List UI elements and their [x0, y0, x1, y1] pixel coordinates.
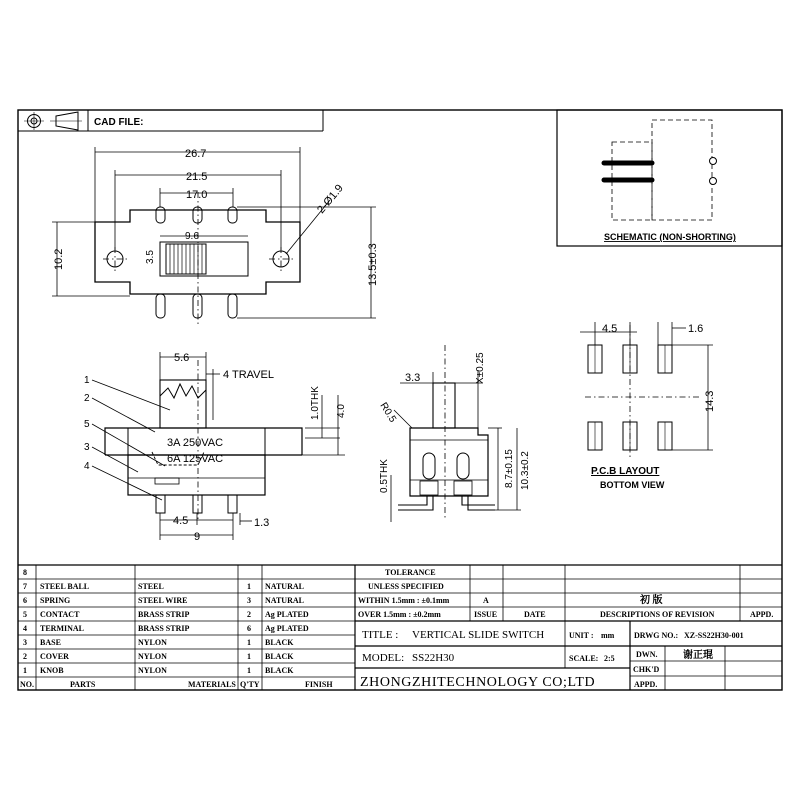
table-row — [23, 610, 309, 619]
dim-pin-to-pin: 13.5±0.3 — [367, 243, 379, 286]
dim-height-2: 10.3±0.2 — [520, 451, 531, 490]
revision-letter: A — [483, 596, 489, 605]
svg-text:NYLON: NYLON — [138, 666, 167, 675]
svg-text:MATERIALS: MATERIALS — [188, 680, 236, 689]
dim-pin-thk: 0.5THK — [379, 459, 390, 493]
side-body — [410, 428, 488, 496]
schematic-box — [557, 110, 782, 246]
bom-header-row — [20, 680, 333, 689]
pcb-dim-pitch: 4.5 — [602, 323, 618, 335]
svg-text:STEEL BALL: STEEL BALL — [40, 582, 90, 591]
svg-text:1: 1 — [247, 652, 251, 661]
unit-label: UNIT : — [569, 631, 594, 640]
dim-pin-span-front: 9 — [194, 531, 201, 543]
svg-text:NATURAL: NATURAL — [265, 596, 304, 605]
pcb-layout — [580, 322, 716, 490]
projection-symbol-icon — [24, 112, 82, 130]
dim-pin-gap: 4.5 — [173, 515, 189, 527]
header — [18, 110, 323, 131]
svg-text:8: 8 — [23, 568, 27, 577]
title-block — [355, 565, 782, 690]
tolerance-within: WITHIN 1.5mm : ±0.1mm — [358, 596, 450, 605]
title-label: TITLE : — [362, 629, 399, 641]
dim-knob-offset: 3.3 — [405, 372, 421, 384]
company-name: ZHONGZHITECHNOLOGY CO;LTD — [360, 675, 596, 690]
svg-text:KNOB: KNOB — [40, 666, 64, 675]
svg-text:1: 1 — [247, 582, 251, 591]
bom-rows — [20, 568, 333, 689]
pcb-title: P.C.B LAYOUT — [591, 466, 660, 477]
terminal-dot-2 — [710, 178, 717, 185]
svg-text:2: 2 — [247, 610, 251, 619]
tolerance-label: TOLERANCE — [385, 568, 436, 577]
svg-text:1: 1 — [247, 638, 251, 647]
revision-description: 初 版 — [640, 595, 663, 606]
dim-travel: 4 TRAVEL — [223, 369, 274, 381]
table-row — [23, 624, 309, 633]
tolerance-over: OVER 1.5mm : ±0.2mm — [358, 610, 441, 619]
scale-label: SCALE: — [569, 654, 599, 663]
svg-text:NYLON: NYLON — [138, 652, 167, 661]
appd-label: APPD. — [634, 680, 658, 689]
switch-frame-right — [652, 120, 712, 220]
svg-text:PARTS: PARTS — [70, 680, 96, 689]
schematic-caption: SCHEMATIC (NON-SHORTING) — [604, 232, 736, 242]
balloon-2: 2 — [84, 393, 90, 404]
svg-text:Q'TY: Q'TY — [240, 680, 260, 689]
svg-text:2: 2 — [23, 652, 27, 661]
dim-knob-height: 3.5 — [145, 250, 156, 264]
dim-cover-thk: 1.0THK — [310, 386, 321, 420]
svg-text:CONTACT: CONTACT — [40, 610, 80, 619]
svg-text:STEEL WIRE: STEEL WIRE — [138, 596, 188, 605]
dim-pin-span: 17.0 — [186, 189, 208, 201]
dim-hole-dia: 2-Ø1.9 — [315, 182, 346, 216]
issue-header: ISSUE — [474, 610, 498, 619]
svg-text:BLACK: BLACK — [265, 652, 294, 661]
balloon-4: 4 — [84, 461, 90, 472]
svg-text:TERMINAL: TERMINAL — [40, 624, 85, 633]
svg-text:1: 1 — [247, 666, 251, 675]
table-row — [23, 638, 294, 647]
balloon-1: 1 — [84, 375, 90, 386]
svg-text:BLACK: BLACK — [265, 666, 294, 675]
svg-text:STEEL: STEEL — [138, 582, 164, 591]
descriptions-header: DESCRIPTIONS OF REVISION — [600, 610, 715, 619]
knob-slot — [160, 242, 248, 276]
side-knob — [433, 383, 455, 428]
front-view — [84, 352, 347, 543]
dim-radius: R0.5 — [377, 400, 398, 425]
dim-knob-slot: 9.6 — [185, 231, 199, 242]
svg-text:1: 1 — [23, 666, 27, 675]
svg-text:NATURAL: NATURAL — [265, 582, 304, 591]
date-header: DATE — [524, 610, 546, 619]
svg-text:6: 6 — [23, 596, 27, 605]
top-view — [52, 147, 379, 324]
svg-text:BASE: BASE — [40, 638, 61, 647]
chkd-label: CHK'D — [633, 665, 660, 674]
terminal-dot-1 — [710, 158, 717, 165]
table-row — [23, 568, 27, 577]
dim-body-height: 10.2 — [53, 248, 65, 270]
dwn-value: 谢正琨 — [683, 650, 713, 661]
svg-text:7: 7 — [23, 582, 27, 591]
balloon-3: 3 — [84, 442, 90, 453]
svg-text:6: 6 — [247, 624, 251, 633]
rating-2: 6A 125VAC — [167, 453, 224, 465]
svg-text:FINISH: FINISH — [305, 680, 333, 689]
model-value: SS22H30 — [412, 652, 455, 664]
model-label: MODEL: — [362, 652, 405, 664]
dim-knob-width: 5.6 — [174, 352, 190, 364]
pcb-subtitle: BOTTOM VIEW — [600, 480, 665, 490]
svg-text:COVER: COVER — [40, 652, 69, 661]
drwg-label: DRWG NO.: — [634, 631, 679, 640]
table-row — [23, 652, 294, 661]
rating-1: 3A 250VAC — [167, 437, 224, 449]
front-knob — [160, 380, 206, 428]
dim-knob-height-side: X±0.25 — [475, 352, 486, 384]
svg-text:4: 4 — [23, 624, 27, 633]
svg-text:3: 3 — [247, 596, 251, 605]
cad-file-label: CAD FILE: — [94, 117, 144, 128]
dim-cover-height: 4.0 — [336, 404, 347, 418]
dim-pin-width: 1.3 — [254, 517, 270, 529]
scale-value: 2:5 — [604, 654, 615, 663]
knob-break-line — [160, 384, 206, 398]
dim-height-1: 8.7±0.15 — [504, 449, 515, 488]
unless-label: UNLESS SPECIFIED — [368, 582, 444, 591]
side-view — [377, 345, 531, 522]
svg-text:BRASS STRIP: BRASS STRIP — [138, 610, 190, 619]
drwg-value: XZ-SS22H30-001 — [684, 631, 744, 640]
pcb-dim-row-distance: 14.3 — [704, 390, 716, 412]
dwn-label: DWN. — [636, 650, 658, 659]
dim-overall-width: 26.7 — [185, 148, 207, 160]
svg-text:BRASS STRIP: BRASS STRIP — [138, 624, 190, 633]
svg-text:NO.: NO. — [20, 680, 34, 689]
svg-text:Ag PLATED: Ag PLATED — [265, 610, 309, 619]
svg-text:BLACK: BLACK — [265, 638, 294, 647]
appd-header: APPD. — [750, 610, 774, 619]
knob-ridges — [170, 244, 202, 274]
title-value: VERTICAL SLIDE SWITCH — [412, 629, 545, 641]
svg-text:SPRING: SPRING — [40, 596, 71, 605]
svg-text:5: 5 — [23, 610, 27, 619]
pcb-dim-pad-width: 1.6 — [688, 323, 704, 335]
svg-text:3: 3 — [23, 638, 27, 647]
unit-value: mm — [601, 631, 615, 640]
table-row — [23, 666, 294, 675]
svg-text:NYLON: NYLON — [138, 638, 167, 647]
dim-hole-pitch: 21.5 — [186, 171, 208, 183]
svg-text:Ag PLATED: Ag PLATED — [265, 624, 309, 633]
balloon-5: 5 — [84, 419, 90, 430]
